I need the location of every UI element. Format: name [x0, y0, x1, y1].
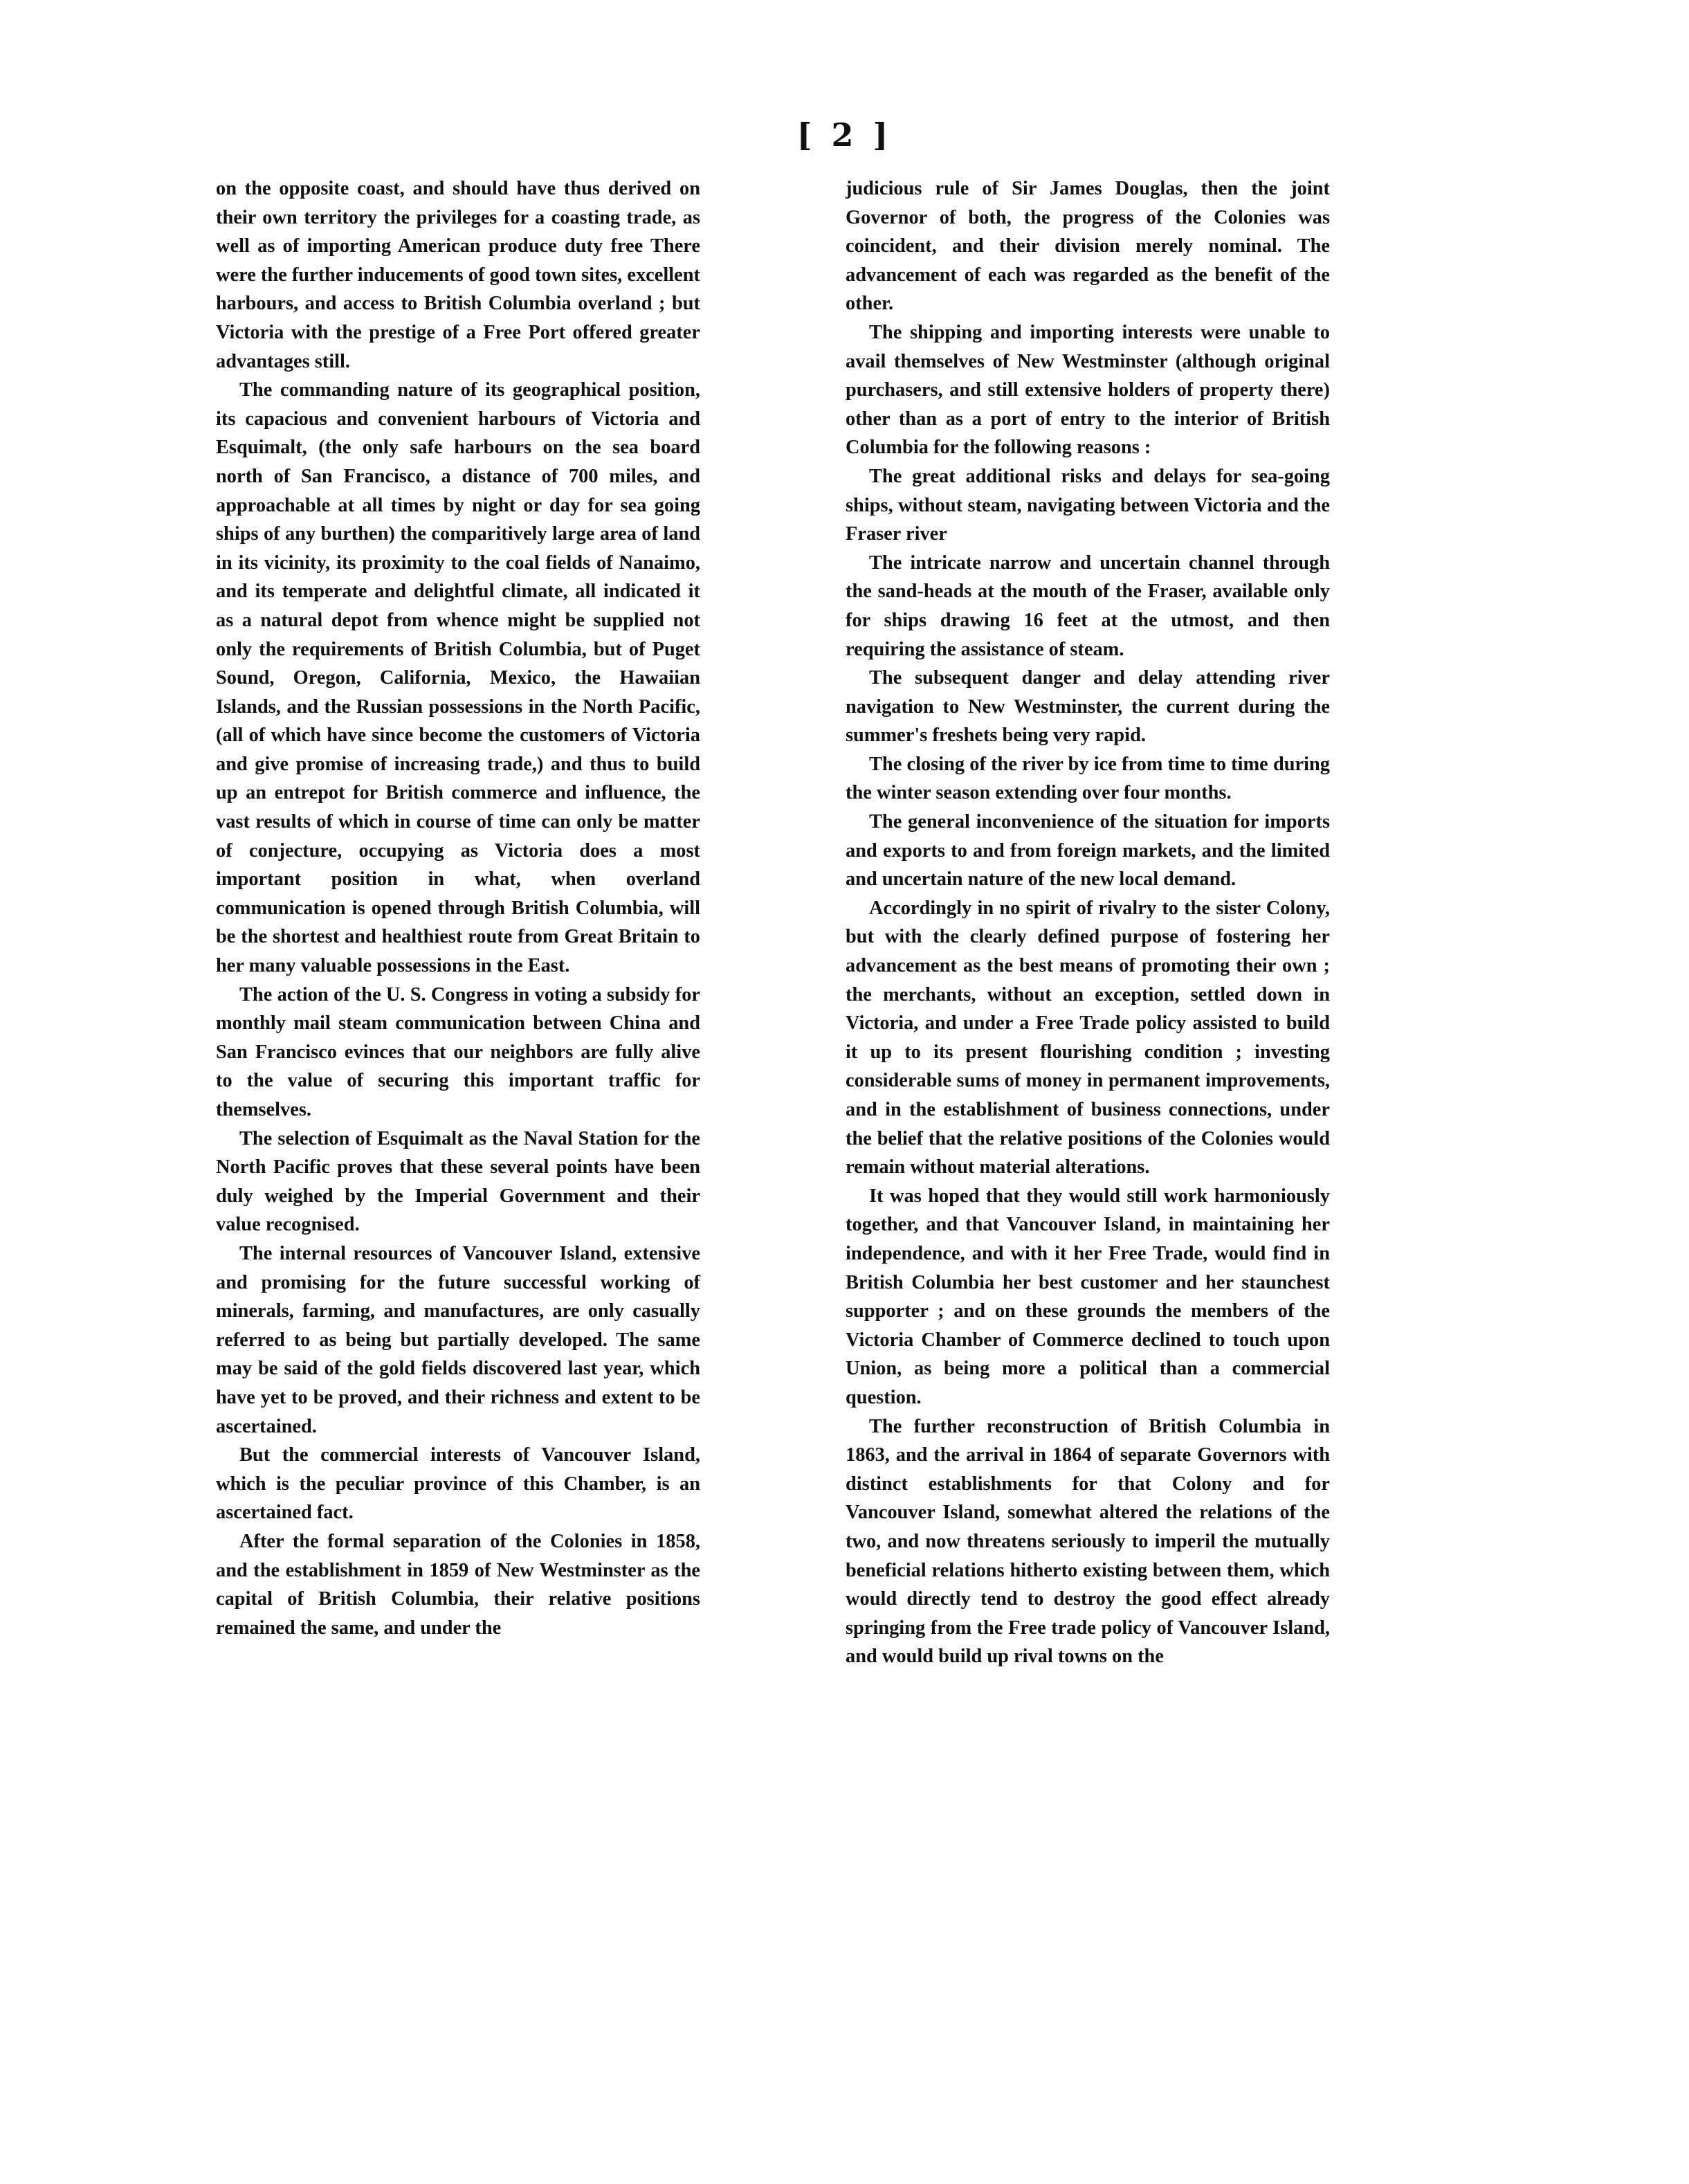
paragraph: The selection of Esquimalt as the Naval Station for the North Pacific proves that these several points have been duly weighed by the Imperial Government and their value recognised. — [216, 1127, 700, 1236]
paragraph: It was hoped that they would still work harmoniously together, and that Vancouver Island, in maintaining her independence, and with it her Free Trade, would find in British Columbia her best customer and her staunchest supporter ; and on these grounds the members of the Victoria Chamber of Commerce declined to touch upon Union, as being more a political than a commercial question. — [846, 1185, 1330, 1408]
paragraph: The shipping and importing interests were unable to avail themselves of New Westminster (although original purchasers, and still extensive holders of property there) other than as a port of entry to the interior of British Columbia for the following reasons : — [846, 321, 1330, 459]
left-column — [216, 174, 700, 1642]
paragraph: Accordingly in no spirit of rivalry to the sister Colony, but with the clearly defined purpose of fostering her advancement as the best means of promoting their own ; the merchants, without an exception, settled down in Victoria, and under a Free Trade policy assisted to build it up to its present flourishing condition ; investing considerable sums of money in permanent improvements, and in the establishment of business connections, under the belief that the relative positions of the Colonies would remain without material alterations. — [846, 897, 1330, 1179]
paragraph: The commanding nature of its geographical position, its capacious and convenient harbours of Victoria and Esquimalt, (the only safe harbours on the sea board north of San Francisco, a distance of 700 miles, and approachable at all times by night or day for sea going ships of any burthen) the comparitively large area of land in its vicinity, its proximity to the coal fields of Nanaimo, and its temperate and delightful climate, all indicated it as a natural depot from whence might be supplied not only the requirements of British Columbia, but of Puget Sound, Oregon, California, Mexico, the Hawaiian Islands, and the Russian possessions in the North Pacific, (all of which have since become the customers of Victoria and give promise of increasing trade,) and thus to build up an entrepot for British commerce and influence, the vast results of which in course of time can only be matter of conjecture, occupying as Victoria does a most important position in what, when overland communication is opened through British Columbia, will be the shortest and healthiest route from Great Britain to her many valuable possessions in the East. — [216, 379, 700, 977]
right-column — [846, 174, 1330, 1671]
page-number: [ 2 ] — [796, 116, 893, 154]
paragraph: The general inconvenience of the situation for imports and exports to and from foreign markets, and the limited and uncertain nature of the new local demand. — [846, 811, 1330, 891]
paragraph: The closing of the river by ice from time to time during the winter season extending over four months. — [846, 753, 1330, 804]
paragraph: on the opposite coast, and should have thus derived on their own territory the privileges for a coasting trade, as well as of importing American produce duty free There were the further inducements of good town sites, excellent harbours, and access to British Columbia overland ; but Victoria with the prestige of a Free Port offered greater advantages still. — [216, 178, 700, 372]
paragraph: The subsequent danger and delay attending river navigation to New Westminster, the current during the summer's freshets being very rapid. — [846, 667, 1330, 747]
paragraph: But the commercial interests of Vancouver Island, which is the peculiar province of this Chamber, is an ascertained fact. — [216, 1444, 700, 1524]
paragraph: The great additional risks and delays for sea-going ships, without steam, navigating between Victoria and the Fraser river — [846, 465, 1330, 545]
paragraph: The action of the U. S. Congress in voting a subsidy for monthly mail steam communication between China and San Francisco evinces that our neighbors are fully alive to the value of securing this important traffic for themselves. — [216, 983, 700, 1120]
paragraph: The intricate narrow and uncertain channel through the sand-heads at the mouth of the Fraser, available only for ships drawing 16 feet at the utmost, and then requiring the assistance of steam. — [846, 552, 1330, 660]
paragraph: After the formal separation of the Colonies in 1858, and the establishment in 1859 of New Westminster as the capital of British Columbia, their relative positions remained the same, and under the — [216, 1530, 700, 1639]
paragraph: The internal resources of Vancouver Island, extensive and promising for the future successful working of minerals, farming, and manufactures, are only casually referred to as being but partially developed. The same may be said of the gold fields discovered last year, which have yet to be proved, and their richness and extent to be ascertained. — [216, 1242, 700, 1437]
paragraph: The further reconstruction of British Columbia in 1863, and the arrival in 1864 of separate Governors with distinct establishments for that Colony and for Vancouver Island, somewhat altered the relations of the two, and now threatens seriously to imperil the mutually beneficial relations hitherto existing between them, which would directly tend to destroy the good effect already springing from the Free trade policy of Vancouver Island, and would build up rival towns on the — [846, 1415, 1330, 1668]
paragraph: judicious rule of Sir James Douglas, then the joint Governor of both, the progress of the Colonies was coincident, and their division merely nominal. The advancement of each was regarded as the benefit of the other. — [846, 178, 1330, 315]
